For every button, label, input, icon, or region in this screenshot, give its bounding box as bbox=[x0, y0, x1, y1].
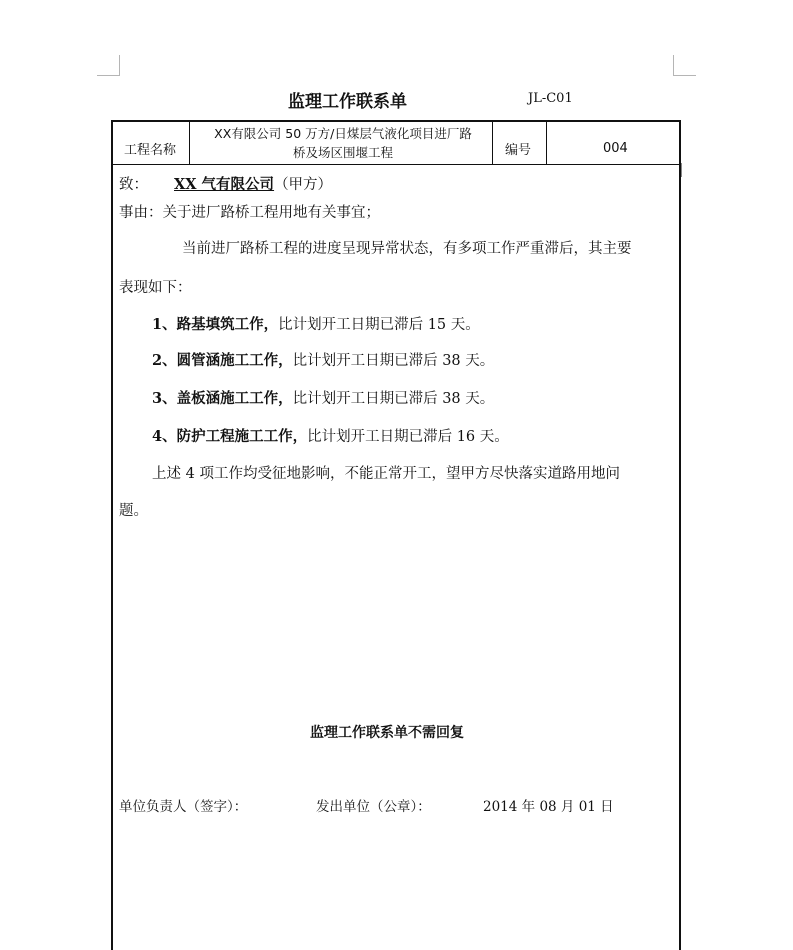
project-name-line: XX有限公司 50 万方/日煤层气液化项目进厂路 bbox=[214, 126, 472, 141]
issue-date: 2014 年 08 月 01 日 bbox=[483, 799, 614, 815]
list-item bbox=[152, 425, 509, 446]
number-value: 004 bbox=[603, 141, 628, 156]
project-name-value bbox=[197, 124, 489, 162]
crop-mark-left bbox=[97, 55, 120, 76]
list-item bbox=[152, 387, 494, 408]
list-item-title: 1、路基填筑工作， bbox=[152, 316, 279, 333]
list-item-title: 4、防护工程施工工作， bbox=[152, 428, 308, 445]
addressee-line bbox=[119, 173, 332, 194]
header-bottom-line bbox=[113, 164, 679, 165]
list-item-detail: 比计划开工日期已滞后 16 天。 bbox=[307, 429, 509, 445]
list-item-detail: 比计划开工日期已滞后 38 天。 bbox=[292, 353, 495, 369]
header-divider bbox=[546, 122, 547, 164]
list-item-title: 2、圆管涵施工工作， bbox=[152, 352, 293, 369]
list-item bbox=[152, 349, 494, 370]
document-code: JL-C01 bbox=[528, 91, 573, 106]
responsible-signature-label: 单位负责人（签字）： bbox=[119, 799, 248, 815]
list-item-detail: 比计划开工日期已滞后 38 天。 bbox=[292, 391, 495, 407]
conclusion-paragraph: 题。 bbox=[119, 503, 148, 519]
crop-mark-right bbox=[673, 55, 696, 76]
header-divider bbox=[492, 122, 493, 164]
text-cursor-mark bbox=[681, 163, 682, 177]
issuer-seal-label: 发出单位（公章）： bbox=[316, 799, 431, 815]
no-reply-note: 监理工作联系单不需回复 bbox=[310, 725, 464, 741]
addressee-company: XX 气有限公司 bbox=[174, 176, 275, 193]
conclusion-paragraph: 上述 4 项工作均受征地影响，不能正常开工，望甲方尽快落实道路用地问 bbox=[152, 466, 620, 482]
intro-paragraph: 表现如下： bbox=[119, 280, 192, 296]
addressee-role: （甲方） bbox=[274, 177, 333, 193]
list-item-detail: 比计划开工日期已滞后 15 天。 bbox=[278, 317, 480, 333]
project-name-label: 工程名称 bbox=[124, 143, 177, 158]
addressee-label: 致： bbox=[119, 177, 148, 193]
intro-paragraph: 当前进厂路桥工程的进度呈现异常状态，有多项工作严重滞后，其主要 bbox=[182, 241, 632, 257]
project-name-line: 桥及场区围堰工程 bbox=[292, 145, 393, 160]
number-label: 编号 bbox=[505, 143, 532, 158]
header-divider bbox=[189, 122, 190, 164]
list-item bbox=[152, 313, 480, 334]
document-title: 监理工作联系单 bbox=[288, 92, 407, 112]
subject-line: 事由：关于进厂路桥工程用地有关事宜； bbox=[119, 205, 380, 221]
list-item-title: 3、盖板涵施工工作， bbox=[152, 390, 293, 407]
